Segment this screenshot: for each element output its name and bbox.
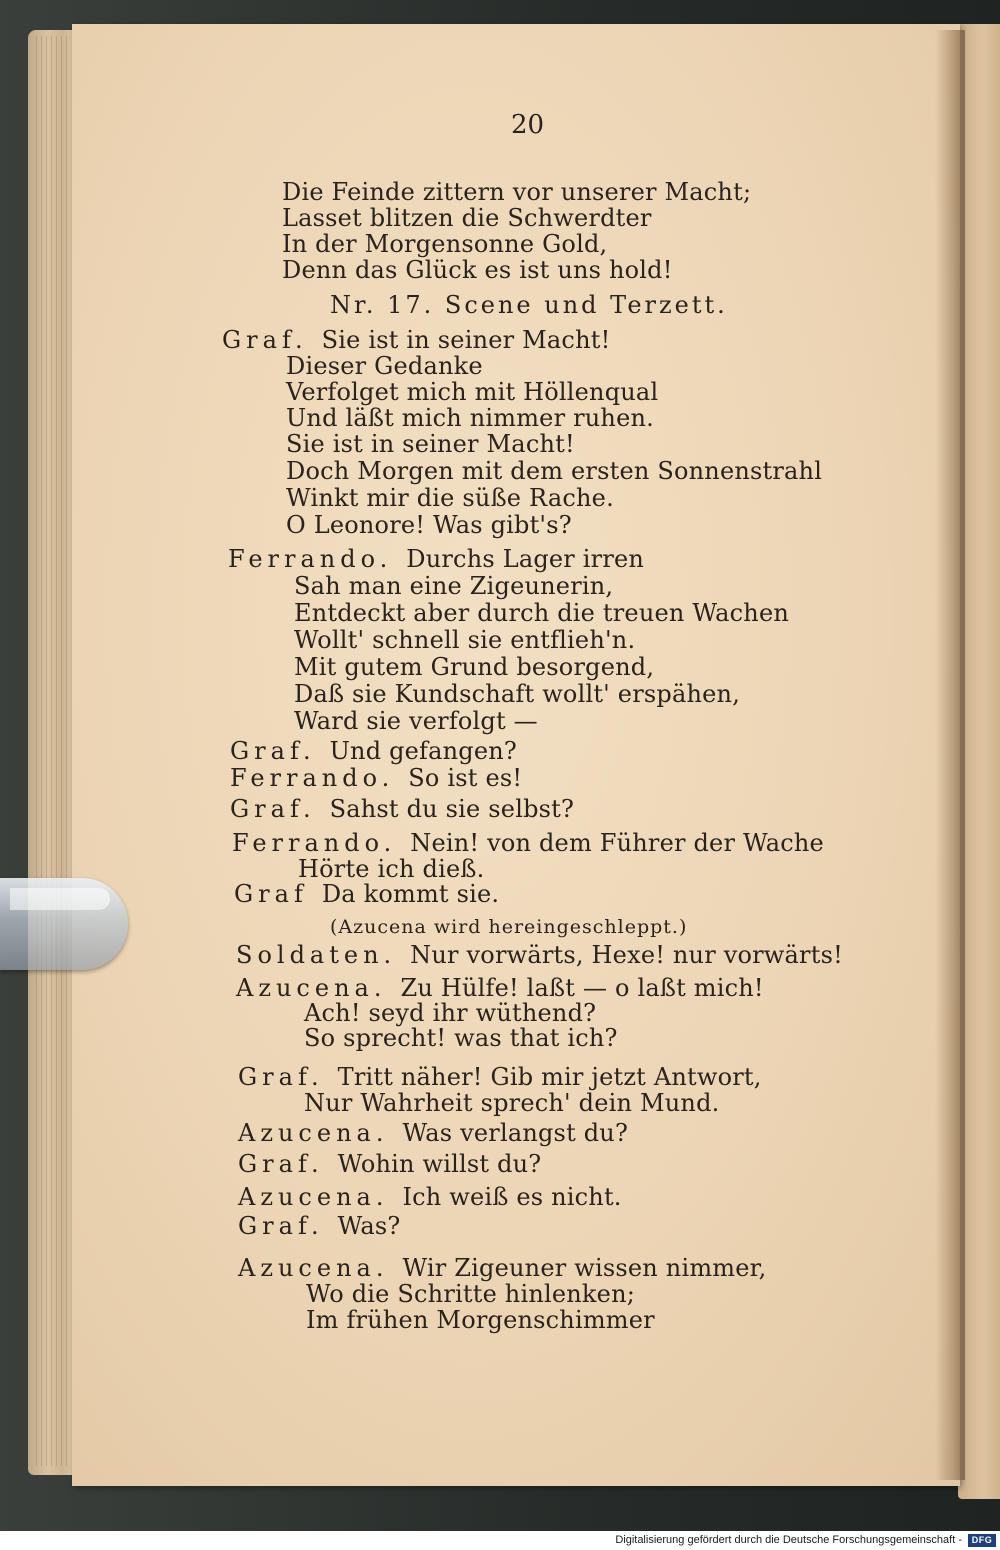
verse-line: Winkt mir die süße Rache. <box>286 484 614 512</box>
dfg-logo: DFG <box>968 1534 996 1547</box>
verse-line: Die Feinde zittern vor unserer Macht; <box>282 178 752 206</box>
speaker-line: Azucena. Zu Hülfe! laßt — o laßt mich! <box>236 974 764 1002</box>
verse-line: Doch Morgen mit dem ersten Sonnenstrahl <box>286 457 823 485</box>
verse-line: So sprecht! was that ich? <box>304 1024 618 1052</box>
verse-line: Nur Wahrheit sprech' dein Mund. <box>304 1089 720 1117</box>
verse-line: O Leonore! Was gibt's? <box>286 511 572 539</box>
verse-line: Im frühen Morgenschimmer <box>306 1306 655 1334</box>
speaker-line: Graf Da kommt sie. <box>234 880 500 908</box>
speaker-line: Graf. Tritt näher! Gib mir jetzt Antwort, <box>238 1063 762 1091</box>
verse-line: Denn das Glück es ist uns hold! <box>282 256 673 284</box>
footer-bar <box>0 1531 1000 1550</box>
verse-line: Mit gutem Grund besorgend, <box>294 653 655 681</box>
verse-line: Dieser Gedanke <box>286 352 483 380</box>
speaker-line: Ferrando. Nein! von dem Führer der Wache <box>232 829 824 857</box>
verse-line: Ward sie verfolgt — <box>294 707 538 735</box>
verse-line: Sah man eine Zigeunerin, <box>294 572 614 600</box>
speaker-line: Azucena. Ich weiß es nicht. <box>238 1183 622 1211</box>
section-heading: Nr. 17. Scene und Terzett. <box>330 291 728 319</box>
speaker-line: Soldaten. Nur vorwärts, Hexe! nur vorwärts! <box>236 941 843 969</box>
speaker-line: Graf. Sie ist in seiner Macht! <box>222 326 611 354</box>
verse-line: Wollt' schnell sie entflieh'n. <box>294 626 636 654</box>
page-number: 20 <box>511 110 545 140</box>
funding-notice: Digitalisierung gefördert durch die Deutsche Forschungsgemeinschaft - <box>615 1534 962 1546</box>
verse-line: In der Morgensonne Gold, <box>282 230 608 258</box>
speaker-name: Ferrando. <box>230 764 395 792</box>
speaker-line: Graf. Wohin willst du? <box>238 1150 542 1178</box>
verse-line: Lasset blitzen die Schwerdter <box>282 204 652 232</box>
verse-line: Und läßt mich nimmer ruhen. <box>286 404 654 432</box>
verse-line: Hörte ich dieß. <box>298 855 485 883</box>
verse-line: Verfolget mich mit Höllenqual <box>286 378 659 406</box>
speaker-name: Graf. <box>230 737 316 765</box>
speaker-line: Azucena. Wir Zigeuner wissen nimmer, <box>238 1254 767 1282</box>
speaker-line: Azucena. Was verlangst du? <box>238 1119 629 1147</box>
speaker-line: Ferrando. So ist es! <box>230 764 523 792</box>
speaker-name: Graf. <box>230 795 316 823</box>
verse-line: Wo die Schritte hinlenken; <box>306 1280 636 1308</box>
verse-line: Entdeckt aber durch die treuen Wachen <box>294 599 790 627</box>
speaker-name: Azucena. <box>236 974 387 1002</box>
stage-direction: (Azucena wird hereingeschleppt.) <box>330 916 688 938</box>
speaker-name: Azucena. <box>238 1119 389 1147</box>
speaker-name: Ferrando. <box>232 829 397 857</box>
speaker-line: Graf. Was? <box>238 1212 401 1240</box>
verse-line: Daß sie Kundschaft wollt' erspähen, <box>294 680 741 708</box>
speaker-name: Graf. <box>238 1063 324 1091</box>
speaker-name: Graf. <box>222 326 308 354</box>
speaker-name: Azucena. <box>238 1254 389 1282</box>
speaker-name: Azucena. <box>238 1183 389 1211</box>
speaker-name: Ferrando. <box>228 545 393 573</box>
speaker-line: Graf. Und gefangen? <box>230 737 517 765</box>
speaker-name: Graf. <box>238 1212 324 1240</box>
speaker-line: Graf. Sahst du sie selbst? <box>230 795 575 823</box>
verse-line: Sie ist in seiner Macht! <box>286 430 575 458</box>
speaker-name: Graf. <box>238 1150 324 1178</box>
speaker-name: Graf <box>234 880 308 908</box>
speaker-name: Soldaten. <box>236 941 397 969</box>
speaker-line: Ferrando. Durchs Lager irren <box>228 545 645 573</box>
verse-line: Ach! seyd ihr wüthend? <box>304 999 597 1027</box>
